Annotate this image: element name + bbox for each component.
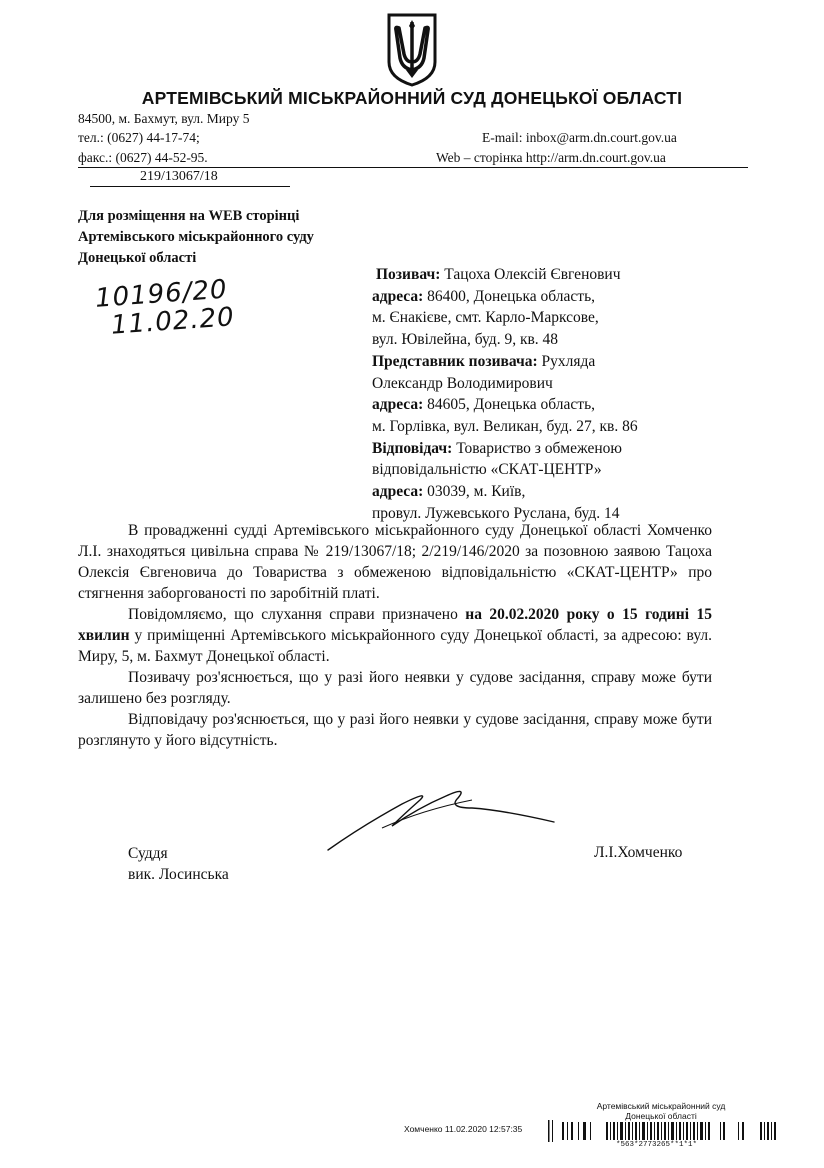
handwritten-registration (94, 275, 235, 340)
signature-title: Суддя (128, 845, 168, 862)
court-email: E-mail: inbox@arm.dn.court.gov.ua (482, 130, 677, 145)
court-website: Web – сторінка http://arm.dn.court.gov.ua (436, 150, 666, 165)
court-name: АРТЕМІВСЬКИЙ МІСЬКРАЙОННИЙ СУД ДОНЕЦЬКОЇ ОБЛАСТІ (141, 88, 683, 108)
plaintiff-name: Тацоха Олексій Євгенович (444, 266, 621, 283)
executor-name: вик. Лосинська (128, 866, 229, 883)
handwritten-number: 10196/20 (94, 274, 229, 314)
handwritten-date: 11.02.20 (110, 302, 236, 341)
parties-block (372, 264, 638, 524)
representative-name: Олександр Володимирович (372, 374, 553, 392)
paragraph-defendant-warning: Відповідачу роз'яснюється, що у разі його неявки у судове засідання, справу може бути розглянуто у його відсутність. (78, 711, 712, 749)
representative-name: Рухляда (541, 352, 596, 370)
registration-stamp-court: Артемівський міськрайонний суд Донецької області (596, 1101, 726, 1121)
defendant-name: відповідальністю «СКАТ-ЦЕНТР» (372, 461, 602, 479)
court-address: 84500, м. Бахмут, вул. Миру 5 (78, 111, 250, 126)
coat-of-arms-icon (386, 12, 438, 88)
hearing-datetime: на 20.02.2020 року о 15 годині 15 хвилин (78, 606, 712, 644)
barcode-icon (548, 1120, 780, 1142)
paragraph-proceedings: В провадженні судді Артемівського міськрайонного суду Донецької області Хомченко Л.І. знаходяться цивільна справа № 219/13067/18; 2/219/146/2020 за позовною заявою Тацоха Олексія Євгеновича до Товариства з обмеженою відповідальністю «СКАТ-ЦЕНТР» про стягнення заборгованості по заробітній платі. (78, 522, 712, 602)
defendant-address: 03039, м. Київ, (427, 483, 526, 501)
address-label: адреса: (372, 287, 424, 305)
plaintiff-label: Позивач: (376, 266, 441, 283)
barcode-number: *563*2773265**1*1* (616, 1141, 698, 1149)
court-fax: факс.: (0627) 44-52-95. (78, 150, 208, 165)
address-label: адреса: (372, 483, 424, 501)
notice-body (78, 520, 712, 751)
defendant-address: провул. Лужевського Руслана, буд. 14 (372, 504, 620, 522)
representative-address: 84605, Донецька область, (427, 396, 596, 414)
defendant-label: Відповідач: (372, 439, 453, 457)
web-note-line: Для розміщення на WEB сторінці (78, 208, 300, 224)
header-divider (78, 167, 748, 168)
paragraph-plaintiff-warning: Позивачу роз'яснюється, що у разі його неявки у судове засідання, справу може бути залишено без розгляду. (78, 669, 712, 707)
signature-left (128, 843, 229, 885)
address-label: адреса: (372, 396, 424, 414)
representative-label: Представник позивача: (372, 352, 538, 370)
representative-address: м. Горлівка, вул. Великан, буд. 27, кв. 86 (372, 417, 638, 435)
court-phone: тел.: (0627) 44-17-74; (78, 130, 200, 145)
case-number: 219/13067/18 (90, 169, 290, 187)
registration-info: Хомченко 11.02.2020 12:57:35 (404, 1124, 523, 1134)
defendant-name: Товариство з обмеженою (456, 439, 622, 457)
web-note-line: Донецької області (78, 250, 197, 266)
web-note-line: Артемівського міськрайонного суду (78, 229, 314, 245)
plaintiff-address: м. Єнакієве, смт. Карло-Марксове, (372, 309, 599, 327)
web-placement-note (78, 206, 314, 269)
plaintiff-address: 86400, Донецька область, (427, 287, 596, 305)
judge-name: Л.І.Хомченко (594, 844, 683, 861)
paragraph-hearing: Повідомляємо, що слухання справи призначено на 20.02.2020 року о 15 годині 15 хвилин у приміщенні Артемівського міськрайонного суду Донецької області, за адресою: вул. Миру, 5, м. Бахмут Донецької області. (78, 606, 713, 665)
judge-signature (322, 782, 562, 854)
plaintiff-address: вул. Ювілейна, буд. 9, кв. 48 (372, 331, 559, 349)
